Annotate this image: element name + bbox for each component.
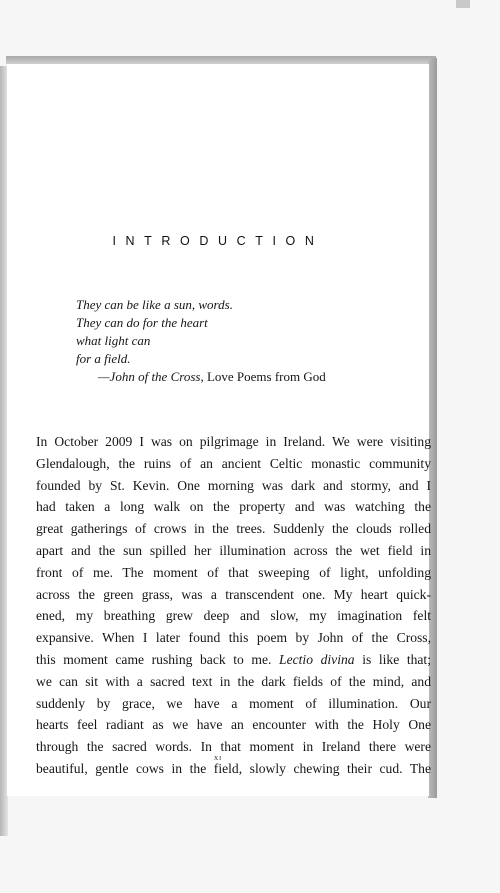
epigraph: [76, 296, 416, 386]
body-line-segment: is like that;: [362, 651, 431, 667]
epigraph-line: what light can: [76, 333, 151, 348]
body-line: great gatherings of crows in the trees. Suddenly the clouds rolled: [36, 521, 431, 537]
body-line: hearts feel radiant as we have an encounter with the Holy One: [36, 717, 431, 733]
body-line: expansive. When I later found this poem by John of the Cross,: [36, 630, 431, 646]
body-line: across the green grass, was a transcendent one. My heart quick-: [36, 586, 431, 602]
epigraph-attribution: [98, 368, 416, 386]
page-number: xi: [213, 752, 223, 762]
body-line: Glendalough, the ruins of an ancient Celtic monastic community: [36, 455, 431, 471]
page-top-shadow: [6, 56, 436, 64]
body-paragraph: [36, 431, 431, 780]
lectio-divina-term: Lectio divina: [279, 651, 355, 667]
body-line: beautiful, gentle cows in the field, slowly chewing their cud. The: [36, 760, 431, 776]
body-line: through the sacred words. In that moment in Ireland there were: [36, 739, 431, 755]
body-line: suddenly by grace, we have a moment of illumination. Our: [36, 695, 431, 711]
body-line-mixed: [36, 649, 431, 671]
scan-corner-mark: [456, 0, 470, 8]
body-line-segment: this moment came rushing back to me.: [36, 651, 272, 667]
body-line: had taken a long walk on the property and was watching the: [36, 499, 431, 515]
attribution-author: —John of the Cross,: [98, 369, 204, 384]
body-line: we can sit with a sacred text in the dark fields of the mind, and: [36, 673, 431, 689]
epigraph-line: for a field.: [76, 351, 131, 366]
epigraph-line: They can be like a sun, words.: [76, 297, 233, 312]
body-line: In October 2009 I was on pilgrimage in Ireland. We were visiting: [36, 434, 431, 449]
body-line: ened, my breathing grew deep and slow, my imagination felt: [36, 608, 431, 624]
attribution-work-title: Love Poems from God: [206, 369, 326, 384]
body-line: apart and the sun spilled her illumination across the wet field in: [36, 542, 431, 558]
body-line: founded by St. Kevin. One morning was dark and stormy, and I: [36, 477, 431, 493]
epigraph-line: They can do for the heart: [76, 315, 208, 330]
body-line: front of me. The moment of that sweeping of light, unfolding: [36, 564, 431, 580]
chapter-heading: INTRODUCTION: [112, 234, 324, 248]
